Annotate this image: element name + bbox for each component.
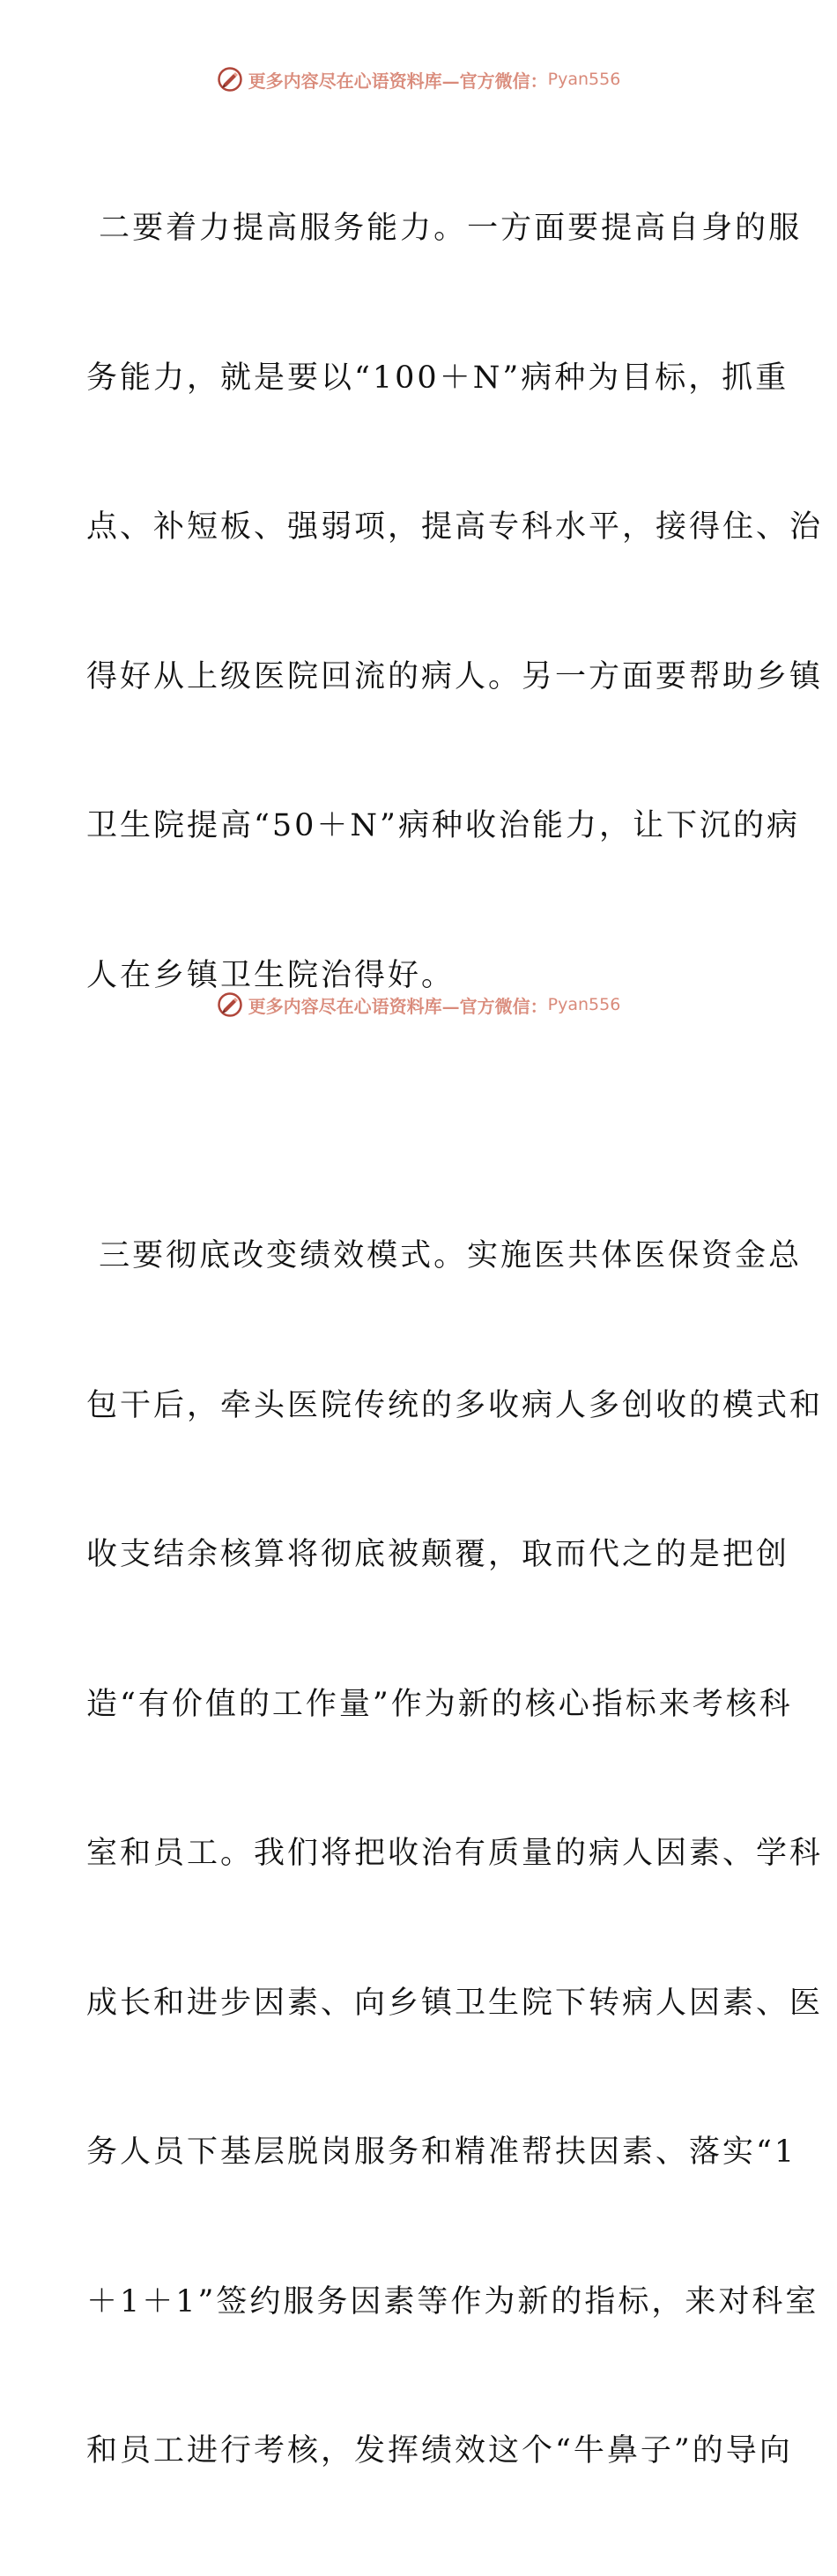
watermark-text: 更多内容尽在心语资料库—官方微信： (248, 70, 548, 92)
text-line: 室和员工。我们将把收治有质量的病人因素、学科 (86, 1836, 824, 1871)
paragraph-performance-model (86, 1132, 824, 2576)
text-line: 收支结余核算将彻底被颠覆，取而代之的是把创 (86, 1537, 790, 1572)
text-line: 造“有价值的工作量”作为新的核心指标来考核科 (86, 1686, 793, 1722)
watermark-wechat-id: Pyan556 (547, 70, 621, 89)
text-line: 人在乡镇卫生院治得好。 (86, 957, 456, 993)
text-line: 务能力，就是要以“100＋N”病种为目标，抓重 (86, 360, 789, 396)
text-line: 务人员下基层脱岗服务和精准帮扶因素、落实“1 (86, 2134, 797, 2170)
text-line: 包干后，牵头医院传统的多收病人多创收的模式和 (86, 1387, 824, 1423)
pen-logo-icon (217, 66, 243, 93)
footer-watermark (0, 987, 837, 1022)
text-line: 和员工进行考核，发挥绩效这个“牛鼻子”的导向 (86, 2433, 793, 2468)
pen-logo-icon (217, 991, 243, 1018)
text-line: ＋1＋1”签约服务因素等作为新的指标，来对科室 (86, 2283, 819, 2320)
header-watermark (0, 62, 837, 97)
text-line: 点、补短板、强弱项，提高专科水平，接得住、治 (86, 509, 824, 545)
document-body (86, 104, 824, 2576)
paragraph-service-capacity (86, 104, 824, 1100)
watermark-text: 更多内容尽在心语资料库—官方微信： (248, 995, 548, 1017)
text-line: 卫生院提高“50＋N”病种收治能力，让下沉的病 (86, 808, 800, 843)
text-line: 二要着力提高服务能力。一方面要提高自身的服 (86, 211, 803, 246)
watermark-wechat-id: Pyan556 (547, 995, 621, 1014)
text-line: 三要彻底改变绩效模式。实施医共体医保资金总 (86, 1238, 803, 1273)
text-line: 得好从上级医院回流的病人。另一方面要帮助乡镇 (86, 658, 824, 694)
text-line: 成长和进步因素、向乡镇卫生院下转病人因素、医 (86, 1985, 824, 2021)
